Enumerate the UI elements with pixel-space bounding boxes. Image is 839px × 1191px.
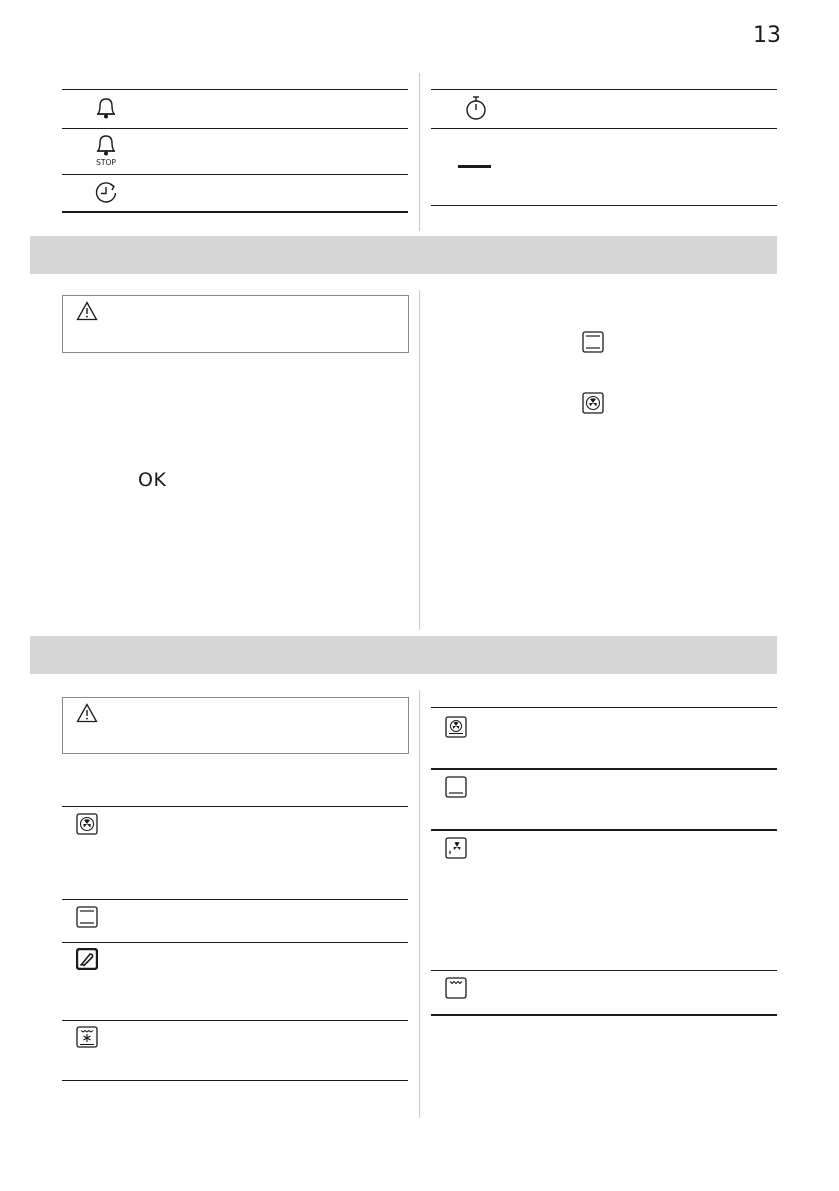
table-bottom-border [431, 1014, 777, 1016]
moist-fan-baking-icon [445, 716, 467, 738]
pizza-function-icon [76, 948, 98, 970]
table-row-divider [431, 970, 777, 971]
table-top-border [431, 707, 777, 708]
conventional-cooking-icon [76, 906, 98, 928]
section-heading-band [30, 236, 777, 274]
true-fan-cooking-icon [76, 813, 98, 835]
stopwatch-icon [463, 94, 489, 122]
table-top-border [62, 89, 408, 90]
bell-icon [94, 95, 118, 121]
warning-box [62, 295, 409, 353]
section-heading-band [30, 636, 777, 674]
ok-button-label: OK [138, 469, 167, 491]
bell-stop-icon [92, 134, 120, 168]
table-row-divider [62, 1020, 408, 1021]
table-top-border [431, 89, 777, 90]
table-row-divider [431, 768, 777, 770]
warning-triangle-icon [76, 301, 98, 321]
table-row-divider [431, 128, 777, 129]
table-top-border [62, 806, 408, 807]
table-bottom-border [62, 1080, 408, 1081]
grill-icon [445, 977, 467, 999]
page-number: 13 [753, 23, 781, 48]
table-row-divider [62, 942, 408, 943]
table-row-divider [62, 174, 408, 175]
top-bottom-heat-icon [582, 331, 604, 353]
warning-box [62, 697, 409, 754]
column-divider [419, 290, 420, 630]
table-row-divider [62, 899, 408, 900]
dash-indicator-icon [458, 165, 491, 168]
column-divider [419, 690, 420, 1118]
table-bottom-border [431, 205, 777, 206]
defrost-icon [76, 1026, 98, 1048]
bottom-heat-icon [445, 776, 467, 798]
warning-triangle-icon [76, 703, 98, 723]
table-bottom-border [62, 211, 408, 213]
clock-arrow-icon [93, 180, 119, 206]
column-divider [419, 73, 420, 231]
true-fan-icon [582, 392, 604, 414]
table-row-divider [431, 829, 777, 831]
stop-text: STOP [96, 158, 116, 167]
fan-steam-icon [445, 837, 467, 859]
table-row-divider [62, 128, 408, 129]
